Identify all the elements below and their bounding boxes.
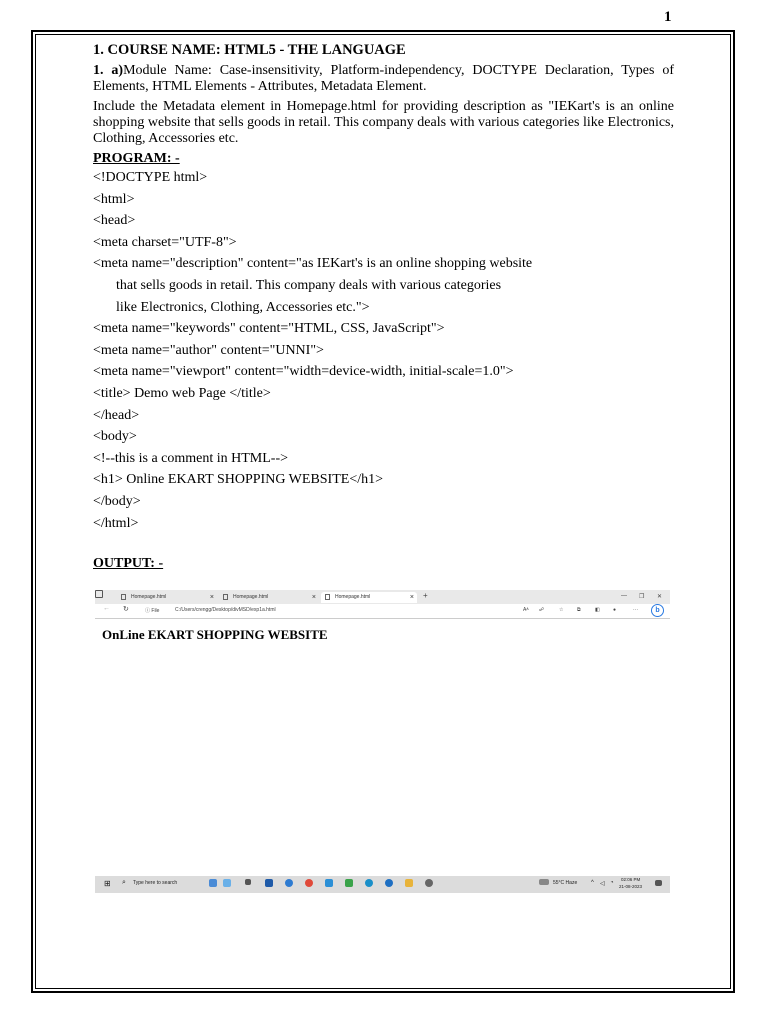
module-number: 1. xyxy=(93,63,104,78)
chrome-icon[interactable] xyxy=(305,879,313,889)
output-heading: OUTPUT: - xyxy=(93,556,164,572)
program-heading: PROGRAM: - xyxy=(93,151,180,166)
more-icon[interactable]: ··· xyxy=(633,607,638,613)
refresh-icon[interactable]: ↻ xyxy=(123,606,129,613)
file-explorer-icon[interactable] xyxy=(405,879,413,889)
minimize-button[interactable]: — xyxy=(621,593,627,599)
maximize-button[interactable]: ❐ xyxy=(639,594,645,600)
code-line: <meta name="viewport" content="width=device-width, initial-scale=1.0"> xyxy=(93,364,514,380)
browser-tab-bar xyxy=(95,590,670,604)
new-tab-button[interactable]: + xyxy=(423,591,428,600)
program-code xyxy=(93,167,674,534)
close-window-button[interactable]: ✕ xyxy=(657,594,663,600)
module-text: Module Name: Case-insensitivity, Platform-independency, DOCTYPE Declaration, Types of Elements, HTML Elements - Attributes, Metadata Element. xyxy=(93,63,675,94)
browser-tab-1[interactable] xyxy=(117,592,217,603)
page-icon xyxy=(325,594,330,600)
page-icon xyxy=(223,594,228,600)
weather-text[interactable]: 55°C Haze xyxy=(553,880,578,886)
description-paragraph: Include the Metadata element in Homepage.html for providing description as "IEKart's is an online shopping website that sells goods in retail. This company deals with various categories like Electronics, Clothing, Accessories etc. xyxy=(93,99,674,146)
page-icon xyxy=(121,594,126,600)
code-line: <html> xyxy=(93,191,135,207)
network-icon[interactable]: ◔ xyxy=(610,880,614,886)
code-line: <head> xyxy=(93,213,136,229)
document-body xyxy=(93,42,674,572)
course-title: 1. COURSE NAME: HTML5 - THE LANGUAGE xyxy=(93,42,406,58)
output-screenshot xyxy=(95,590,670,893)
volume-icon[interactable]: ◁ xyxy=(600,881,605,887)
tab-label: Homepage.html xyxy=(131,594,167,600)
app-icon[interactable] xyxy=(209,879,217,889)
tab-label: Homepage.html xyxy=(233,594,269,600)
browser-tab-3[interactable] xyxy=(321,592,417,603)
extension-icon[interactable]: ☍ xyxy=(539,607,545,613)
url-field[interactable]: C:/Users/crengg/Desktop/divMSD/exp1a.html xyxy=(175,607,276,613)
code-line: </html> xyxy=(93,515,139,531)
code-line: <meta charset="UTF-8"> xyxy=(93,234,237,250)
tab-close-icon[interactable]: × xyxy=(209,594,214,601)
search-icon[interactable]: ⌕ xyxy=(122,879,126,886)
app-icon[interactable] xyxy=(325,879,333,889)
address-bar xyxy=(95,604,670,619)
tab-close-icon[interactable]: × xyxy=(311,594,316,601)
code-line: <body> xyxy=(93,429,137,445)
notification-icon[interactable] xyxy=(655,880,662,888)
code-line: like Electronics, Clothing, Accessories etc."> xyxy=(116,299,370,315)
module-sub: a) xyxy=(111,63,124,78)
site-info[interactable]: ⓘ File xyxy=(145,608,160,614)
settings-icon[interactable] xyxy=(425,879,433,889)
page-number: 1 xyxy=(664,9,672,25)
code-line: </body> xyxy=(93,493,141,509)
windows-start-icon[interactable]: ⊞ xyxy=(104,879,111,888)
app-icon[interactable] xyxy=(285,879,293,889)
code-line: <h1> Online EKART SHOPPING WEBSITE</h1> xyxy=(93,472,384,488)
browser-tab-2[interactable] xyxy=(219,592,319,603)
sidebar-icon[interactable]: ◧ xyxy=(595,607,600,613)
back-icon[interactable]: ← xyxy=(103,605,110,612)
read-aloud-icon[interactable]: Aᴬ xyxy=(523,607,529,613)
edge-icon[interactable] xyxy=(365,879,373,889)
code-line: <title> Demo web Page </title> xyxy=(93,385,271,401)
code-line: <meta name="author" content="UNNI"> xyxy=(93,342,324,358)
collections-icon[interactable]: ⧉ xyxy=(577,607,581,613)
windows-taskbar xyxy=(95,876,670,893)
task-view-icon[interactable] xyxy=(245,879,251,887)
module-paragraph xyxy=(93,63,674,95)
app-icon[interactable] xyxy=(223,879,231,889)
app-icon[interactable] xyxy=(265,879,273,889)
code-line: <meta name="keywords" content="HTML, CSS, JavaScript"> xyxy=(93,321,445,337)
bing-icon[interactable]: b xyxy=(651,604,664,617)
tab-actions-icon[interactable] xyxy=(95,594,103,600)
taskbar-search-input[interactable]: Type here to search xyxy=(133,880,178,886)
code-line: <!--this is a comment in HTML--> xyxy=(93,450,289,466)
tray-chevron-icon[interactable]: ^ xyxy=(591,880,594,886)
tab-label: Homepage.html xyxy=(335,594,371,600)
profile-icon[interactable]: ● xyxy=(613,607,617,613)
favorite-icon[interactable]: ☆ xyxy=(559,607,564,613)
tab-close-icon[interactable]: × xyxy=(409,594,414,601)
weather-icon[interactable] xyxy=(539,879,549,887)
code-line: that sells goods in retail. This company deals with various categories xyxy=(116,277,502,293)
code-line: </head> xyxy=(93,407,140,423)
code-line: <meta name="description" content="as IEKart's is an online shopping website xyxy=(93,256,533,272)
rendered-heading: OnLine EKART SHOPPING WEBSITE xyxy=(102,627,328,642)
app-icon[interactable] xyxy=(345,879,353,889)
clock-date[interactable]: 21-08-2023 xyxy=(619,884,643,889)
code-line: <!DOCTYPE html> xyxy=(93,170,208,185)
clock-time[interactable]: 02:06 PM xyxy=(621,877,641,882)
app-icon[interactable] xyxy=(385,879,393,889)
